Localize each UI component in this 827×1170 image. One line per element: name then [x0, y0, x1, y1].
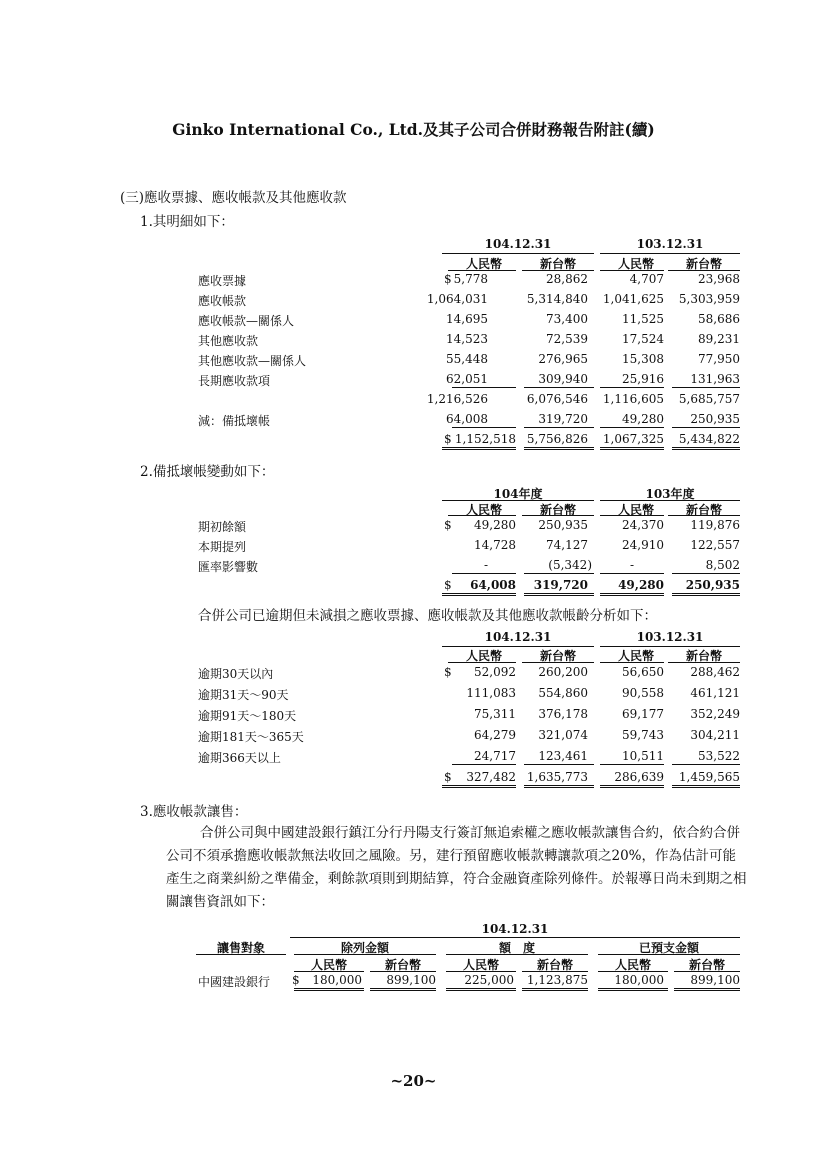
aging-cell: 64,279	[474, 728, 516, 742]
s1-cell: 1,064,031	[426, 292, 488, 306]
s1-row-label: 其他應收款—關係人	[198, 354, 307, 368]
aging-cell: 90,558	[622, 686, 664, 700]
s1-period2: 103.12.31	[636, 237, 704, 251]
s1-dollar: $	[444, 272, 452, 286]
s2-total-cell: 319,720	[533, 578, 588, 592]
aging-cell: 75,311	[474, 707, 516, 721]
s1-cell: 62,051	[446, 372, 488, 386]
aging-cell: 53,522	[698, 749, 740, 763]
s1-row-label: 其他應收款	[198, 334, 259, 348]
s1-cell: 131,963	[690, 372, 740, 386]
aging-cell: 304,211	[690, 728, 740, 742]
s3-col-advanced: 已預支金額	[638, 941, 699, 955]
aging-row-label: 逾期30天以內	[198, 667, 274, 681]
s1-total-dollar: $	[444, 432, 452, 446]
s2-cell: -	[629, 558, 634, 572]
s1-total-cell: 5,434,822	[678, 432, 740, 446]
s3-row-label: 中國建設銀行	[198, 975, 271, 989]
s3-col-rmb-3: 人民幣	[614, 958, 651, 972]
s1-total-cell: 5,756,826	[526, 432, 588, 446]
s1-col-ntd-2: 新台幣	[685, 257, 722, 271]
s1-cell: 276,965	[538, 352, 588, 366]
s1-row-label: 應收票據	[198, 274, 247, 288]
aging-cell: 288,462	[690, 665, 740, 679]
aging-total-cell: 327,482	[466, 770, 516, 784]
s3-dollar: $	[292, 973, 300, 987]
s1-subtotal-cell: 1,116,605	[602, 392, 664, 406]
aging-period2: 103.12.31	[636, 630, 704, 644]
aging-cell: 260,200	[538, 665, 588, 679]
aging-row-label: 逾期366天以上	[198, 751, 281, 765]
s1-cell: 14,523	[446, 332, 488, 346]
aging-period1: 104.12.31	[484, 630, 552, 644]
s1-cell: 72,539	[546, 332, 588, 346]
s1-cell: 5,778	[453, 272, 488, 286]
aging-intro: 合併公司已逾期但未減損之應收票據、應收帳款及其他應收款帳齡分析如下：	[198, 608, 657, 624]
aging-total-dollar: $	[444, 770, 452, 784]
s3-col-rmb-2: 人民幣	[462, 958, 499, 972]
s1-col-rmb-2: 人民幣	[617, 257, 654, 271]
s1-cell: 64,008	[446, 412, 488, 426]
s1-cell: 14,695	[446, 312, 488, 326]
s1-cell: 319,720	[538, 412, 588, 426]
aging-cell: 123,461	[538, 749, 588, 763]
s2-row-label: 本期提列	[198, 540, 247, 554]
s1-cell: 25,916	[622, 372, 664, 386]
s2-cell: 14,728	[474, 538, 516, 552]
s2-total-cell: 49,280	[618, 578, 664, 592]
s2-total-dollar: $	[444, 578, 452, 592]
s1-cell: 58,686	[698, 312, 740, 326]
aging-col-rmb-2: 人民幣	[617, 649, 654, 663]
s1-period1: 104.12.31	[484, 237, 552, 251]
aging-col-ntd-1: 新台幣	[539, 649, 576, 663]
s1-period2-rule	[600, 253, 740, 254]
s2-cell: 122,557	[690, 538, 740, 552]
s3-cell: 899,100	[386, 973, 436, 987]
s2-cell: 49,280	[474, 518, 516, 532]
s1-col-rmb-1: 人民幣	[465, 257, 502, 271]
section-heading: (三)應收票據、應收帳款及其他應收款	[120, 190, 347, 206]
s2-total-cell: 250,935	[685, 578, 740, 592]
aging-cell: 24,717	[474, 749, 516, 763]
s3-period: 104.12.31	[481, 922, 549, 936]
aging-total-cell: 286,639	[614, 770, 664, 784]
s1-subtotal-cell: 5,685,757	[678, 392, 740, 406]
s1-cell: 250,935	[690, 412, 740, 426]
s3-col-ntd-2: 新台幣	[536, 958, 573, 972]
s3-col-derecognized: 除列金額	[340, 941, 389, 955]
s1-cell: 23,968	[698, 272, 740, 286]
s1-cell: 5,303,959	[678, 292, 740, 306]
aging-cell: 10,511	[622, 749, 664, 763]
s2-cell: 24,910	[622, 538, 664, 552]
s1-cell: 309,940	[538, 372, 588, 386]
s2-heading: 2.備抵壞帳變動如下：	[140, 464, 275, 480]
s1-total-cell: 1,067,325	[602, 432, 664, 446]
s1-cell: 11,525	[622, 312, 664, 326]
aging-cell: 461,121	[690, 686, 740, 700]
s2-cell: 74,127	[546, 538, 588, 552]
s2-period2: 103年度	[645, 487, 695, 501]
s3-paragraph: 合併公司與中國建設銀行鎮江分行丹陽支行簽訂無追索權之應收帳款讓售合約，依合約合併公司不須承擔應收帳款無法收回之風險。另，建行預留應收帳款轉讓款項之20%，作為估計可能產生之商業糾紛之準備金，剩餘款項則到期結算，符合金融資產除列條件。於報導日尚未到期之相關讓售資訊如下：	[166, 825, 747, 910]
aging-cell: 352,249	[690, 707, 740, 721]
s3-heading: 3.應收帳款讓售：	[140, 804, 248, 820]
s1-cell: 1,041,625	[602, 292, 664, 306]
aging-row-label: 逾期31天～90天	[198, 688, 289, 702]
s3-cell: 1,123,875	[526, 973, 588, 987]
s2-total-cell: 64,008	[470, 578, 516, 592]
s1-total-cell: 1,152,518	[454, 432, 516, 446]
aging-cell: 59,743	[622, 728, 664, 742]
s3-cell: 899,100	[690, 973, 740, 987]
aging-row-label: 逾期181天～365天	[198, 730, 304, 744]
aging-total-cell: 1,635,773	[526, 770, 588, 784]
s1-heading: 1.其明細如下：	[140, 214, 234, 230]
s3-col-ntd-1: 新台幣	[384, 958, 421, 972]
s1-subtotal-cell: 6,076,546	[526, 392, 588, 406]
s3-cell: 225,000	[464, 973, 514, 987]
s2-col-ntd-1: 新台幣	[539, 503, 576, 517]
s2-cell: 8,502	[705, 558, 740, 572]
page-title: Ginko International Co., Ltd.及其子公司合併財務報告附註(續)	[172, 120, 655, 139]
s1-cell: 55,448	[446, 352, 488, 366]
aging-row-label: 逾期91天～180天	[198, 709, 297, 723]
s3-col-party: 讓售對象	[216, 941, 265, 955]
s1-cell: 5,314,840	[526, 292, 588, 306]
s1-cell: 4,707	[629, 272, 664, 286]
s1-cell: 77,950	[698, 352, 740, 366]
s1-subtotal-cell: 1,216,526	[426, 392, 488, 406]
s2-period1: 104年度	[493, 487, 543, 501]
s1-col-ntd-1: 新台幣	[539, 257, 576, 271]
s1-cell: 73,400	[546, 312, 588, 326]
s3-col-rmb-1: 人民幣	[310, 958, 347, 972]
page-number: ~20~	[390, 1072, 437, 1090]
s2-col-rmb-1: 人民幣	[465, 503, 502, 517]
aging-total-cell: 1,459,565	[678, 770, 740, 784]
s3-col-ntd-3: 新台幣	[688, 958, 725, 972]
s1-cell: 17,524	[622, 332, 664, 346]
aging-cell: 321,074	[538, 728, 588, 742]
s1-cell: 49,280	[622, 412, 664, 426]
s1-cell: 89,231	[698, 332, 740, 346]
s2-col-rmb-2: 人民幣	[617, 503, 654, 517]
s2-cell: 119,876	[690, 518, 740, 532]
s2-cell: 24,370	[622, 518, 664, 532]
s1-row-label: 減：備抵壞帳	[198, 414, 271, 428]
s1-row-label: 應收帳款—關係人	[198, 314, 295, 328]
s1-cell: 28,862	[546, 272, 588, 286]
aging-cell: 56,650	[622, 665, 664, 679]
s3-cell: 180,000	[614, 973, 664, 987]
s2-dollar: $	[444, 518, 452, 532]
s3-cell: 180,000	[312, 973, 362, 987]
s2-cell: -	[483, 558, 488, 572]
s2-cell: 250,935	[538, 518, 588, 532]
aging-cell: 376,178	[538, 707, 588, 721]
s1-row-label: 長期應收款項	[198, 374, 271, 388]
aging-cell: 69,177	[622, 707, 664, 721]
aging-dollar: $	[444, 665, 452, 679]
aging-col-rmb-1: 人民幣	[465, 649, 502, 663]
s1-cell: 15,308	[622, 352, 664, 366]
s2-row-label: 匯率影響數	[198, 560, 259, 574]
s2-cell: (5,342)	[548, 558, 592, 572]
s2-col-ntd-2: 新台幣	[685, 503, 722, 517]
s3-col-limit: 額 度	[498, 941, 535, 955]
s2-row-label: 期初餘額	[198, 520, 247, 534]
s1-row-label: 應收帳款	[198, 294, 247, 308]
aging-col-ntd-2: 新台幣	[685, 649, 722, 663]
aging-cell: 554,860	[538, 686, 588, 700]
aging-cell: 52,092	[474, 665, 516, 679]
aging-cell: 111,083	[466, 686, 516, 700]
s1-period1-rule	[442, 253, 594, 254]
